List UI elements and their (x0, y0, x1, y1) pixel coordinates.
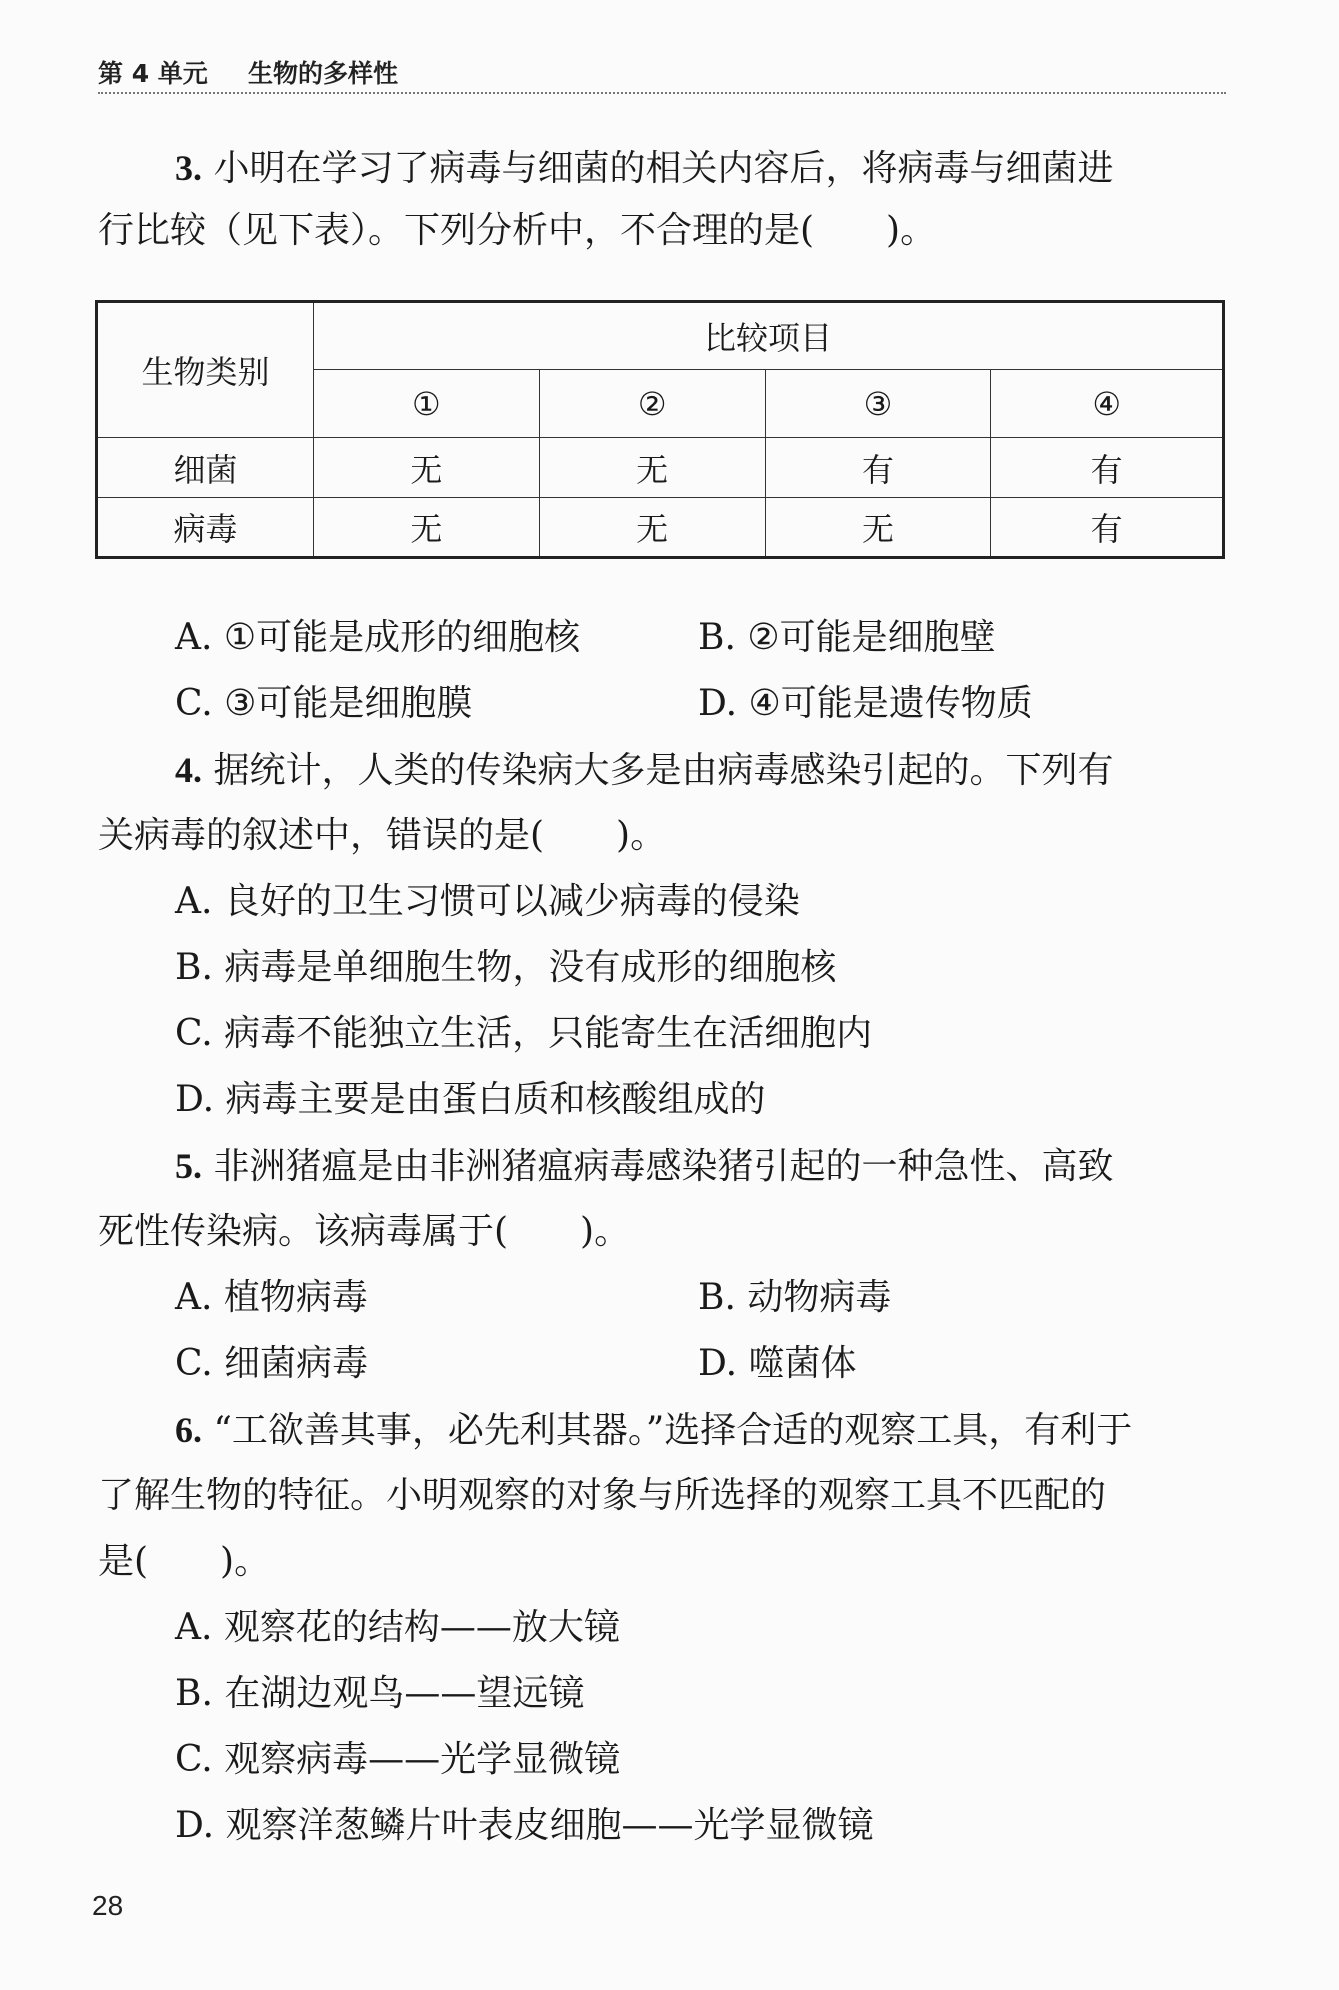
option-d: D. 病毒主要是由蛋白质和核酸组成的 (175, 1079, 766, 1120)
option-a: A. 观察花的结构——放大镜 (175, 1607, 620, 1648)
unit-topic: 生物的多样性 (248, 59, 399, 88)
option-d: D. 观察洋葱鳞片叶表皮细胞——光学显微镜 (175, 1805, 874, 1846)
table-row-header: 生物类别 (97, 302, 314, 438)
table-cell: 无 (539, 438, 765, 498)
table-cell: 无 (765, 498, 991, 558)
option-c: C. 观察病毒——光学显微镜 (175, 1739, 621, 1780)
option-b: B. 动物病毒 (698, 1277, 892, 1318)
option-a: A. 良好的卫生习惯可以减少病毒的侵染 (175, 881, 800, 922)
question-5-stem-line-2: 死性传染病。该病毒属于( )。 (98, 1211, 631, 1252)
option-a: A. 植物病毒 (175, 1277, 368, 1318)
question-3-number: 3. (175, 148, 202, 188)
page-number: 28 (92, 1890, 124, 1921)
table-column-header: ① (314, 370, 540, 438)
question-6-stem-line-2: 了解生物的特征。小明观察的对象与所选择的观察工具不匹配的 (98, 1475, 1107, 1516)
table-cell: 无 (539, 498, 765, 558)
option-a: A. ①可能是成形的细胞核 (175, 617, 581, 658)
question-5-text-1: 非洲猪瘟是由非洲猪瘟病毒感染猪引起的一种急性、高致 (213, 1146, 1114, 1187)
table-cell: 无 (314, 438, 540, 498)
question-4-stem-line-2: 关病毒的叙述中，错误的是( )。 (98, 815, 667, 856)
question-6-stem-line-3: 是( )。 (98, 1541, 271, 1582)
option-d: D. ④可能是遗传物质 (698, 683, 1033, 724)
option-d: D. 噬菌体 (698, 1343, 857, 1384)
table-row-label: 病毒 (97, 498, 314, 558)
option-c: C. 细菌病毒 (175, 1343, 369, 1384)
table-column-header: ③ (765, 370, 991, 438)
question-6-number: 6. (175, 1410, 202, 1450)
table-row (97, 438, 1224, 498)
option-c: C. ③可能是细胞膜 (175, 683, 473, 724)
option-b: B. ②可能是细胞壁 (698, 617, 996, 658)
option-b: B. 病毒是单细胞生物，没有成形的细胞核 (175, 947, 837, 988)
table-cell: 有 (765, 438, 991, 498)
question-4-number: 4. (175, 750, 202, 790)
table-group-header: 比较项目 (314, 302, 1224, 370)
question-5-number: 5. (175, 1146, 202, 1186)
option-c: C. 病毒不能独立生活，只能寄生在活细胞内 (175, 1013, 873, 1054)
question-4-stem-line-1 (175, 747, 1113, 794)
running-header (98, 52, 1226, 94)
table-cell: 无 (314, 498, 540, 558)
table-row (97, 498, 1224, 558)
question-6-text-1: “工欲善其事，必先利其器。”选择合适的观察工具，有利于 (213, 1410, 1133, 1451)
question-4-text-1: 据统计，人类的传染病大多是由病毒感染引起的。下列有 (213, 750, 1114, 791)
table-row-label: 细菌 (97, 438, 314, 498)
question-3-text-1: 小明在学习了病毒与细菌的相关内容后，将病毒与细菌进 (213, 148, 1114, 189)
table-column-header: ② (539, 370, 765, 438)
unit-label: 第 4 单元 (98, 59, 208, 88)
table-cell: 有 (991, 498, 1224, 558)
question-3-stem-line-2: 行比较（见下表）。下列分析中，不合理的是( )。 (98, 210, 937, 251)
question-3-stem-line-1 (175, 145, 1113, 192)
comparison-table (95, 300, 1225, 559)
table-column-header: ④ (991, 370, 1224, 438)
option-b: B. 在湖边观鸟——望远镜 (175, 1673, 585, 1714)
question-5-stem-line-1 (175, 1143, 1113, 1190)
table-cell: 有 (991, 438, 1224, 498)
question-6-stem-line-1 (175, 1407, 1132, 1454)
